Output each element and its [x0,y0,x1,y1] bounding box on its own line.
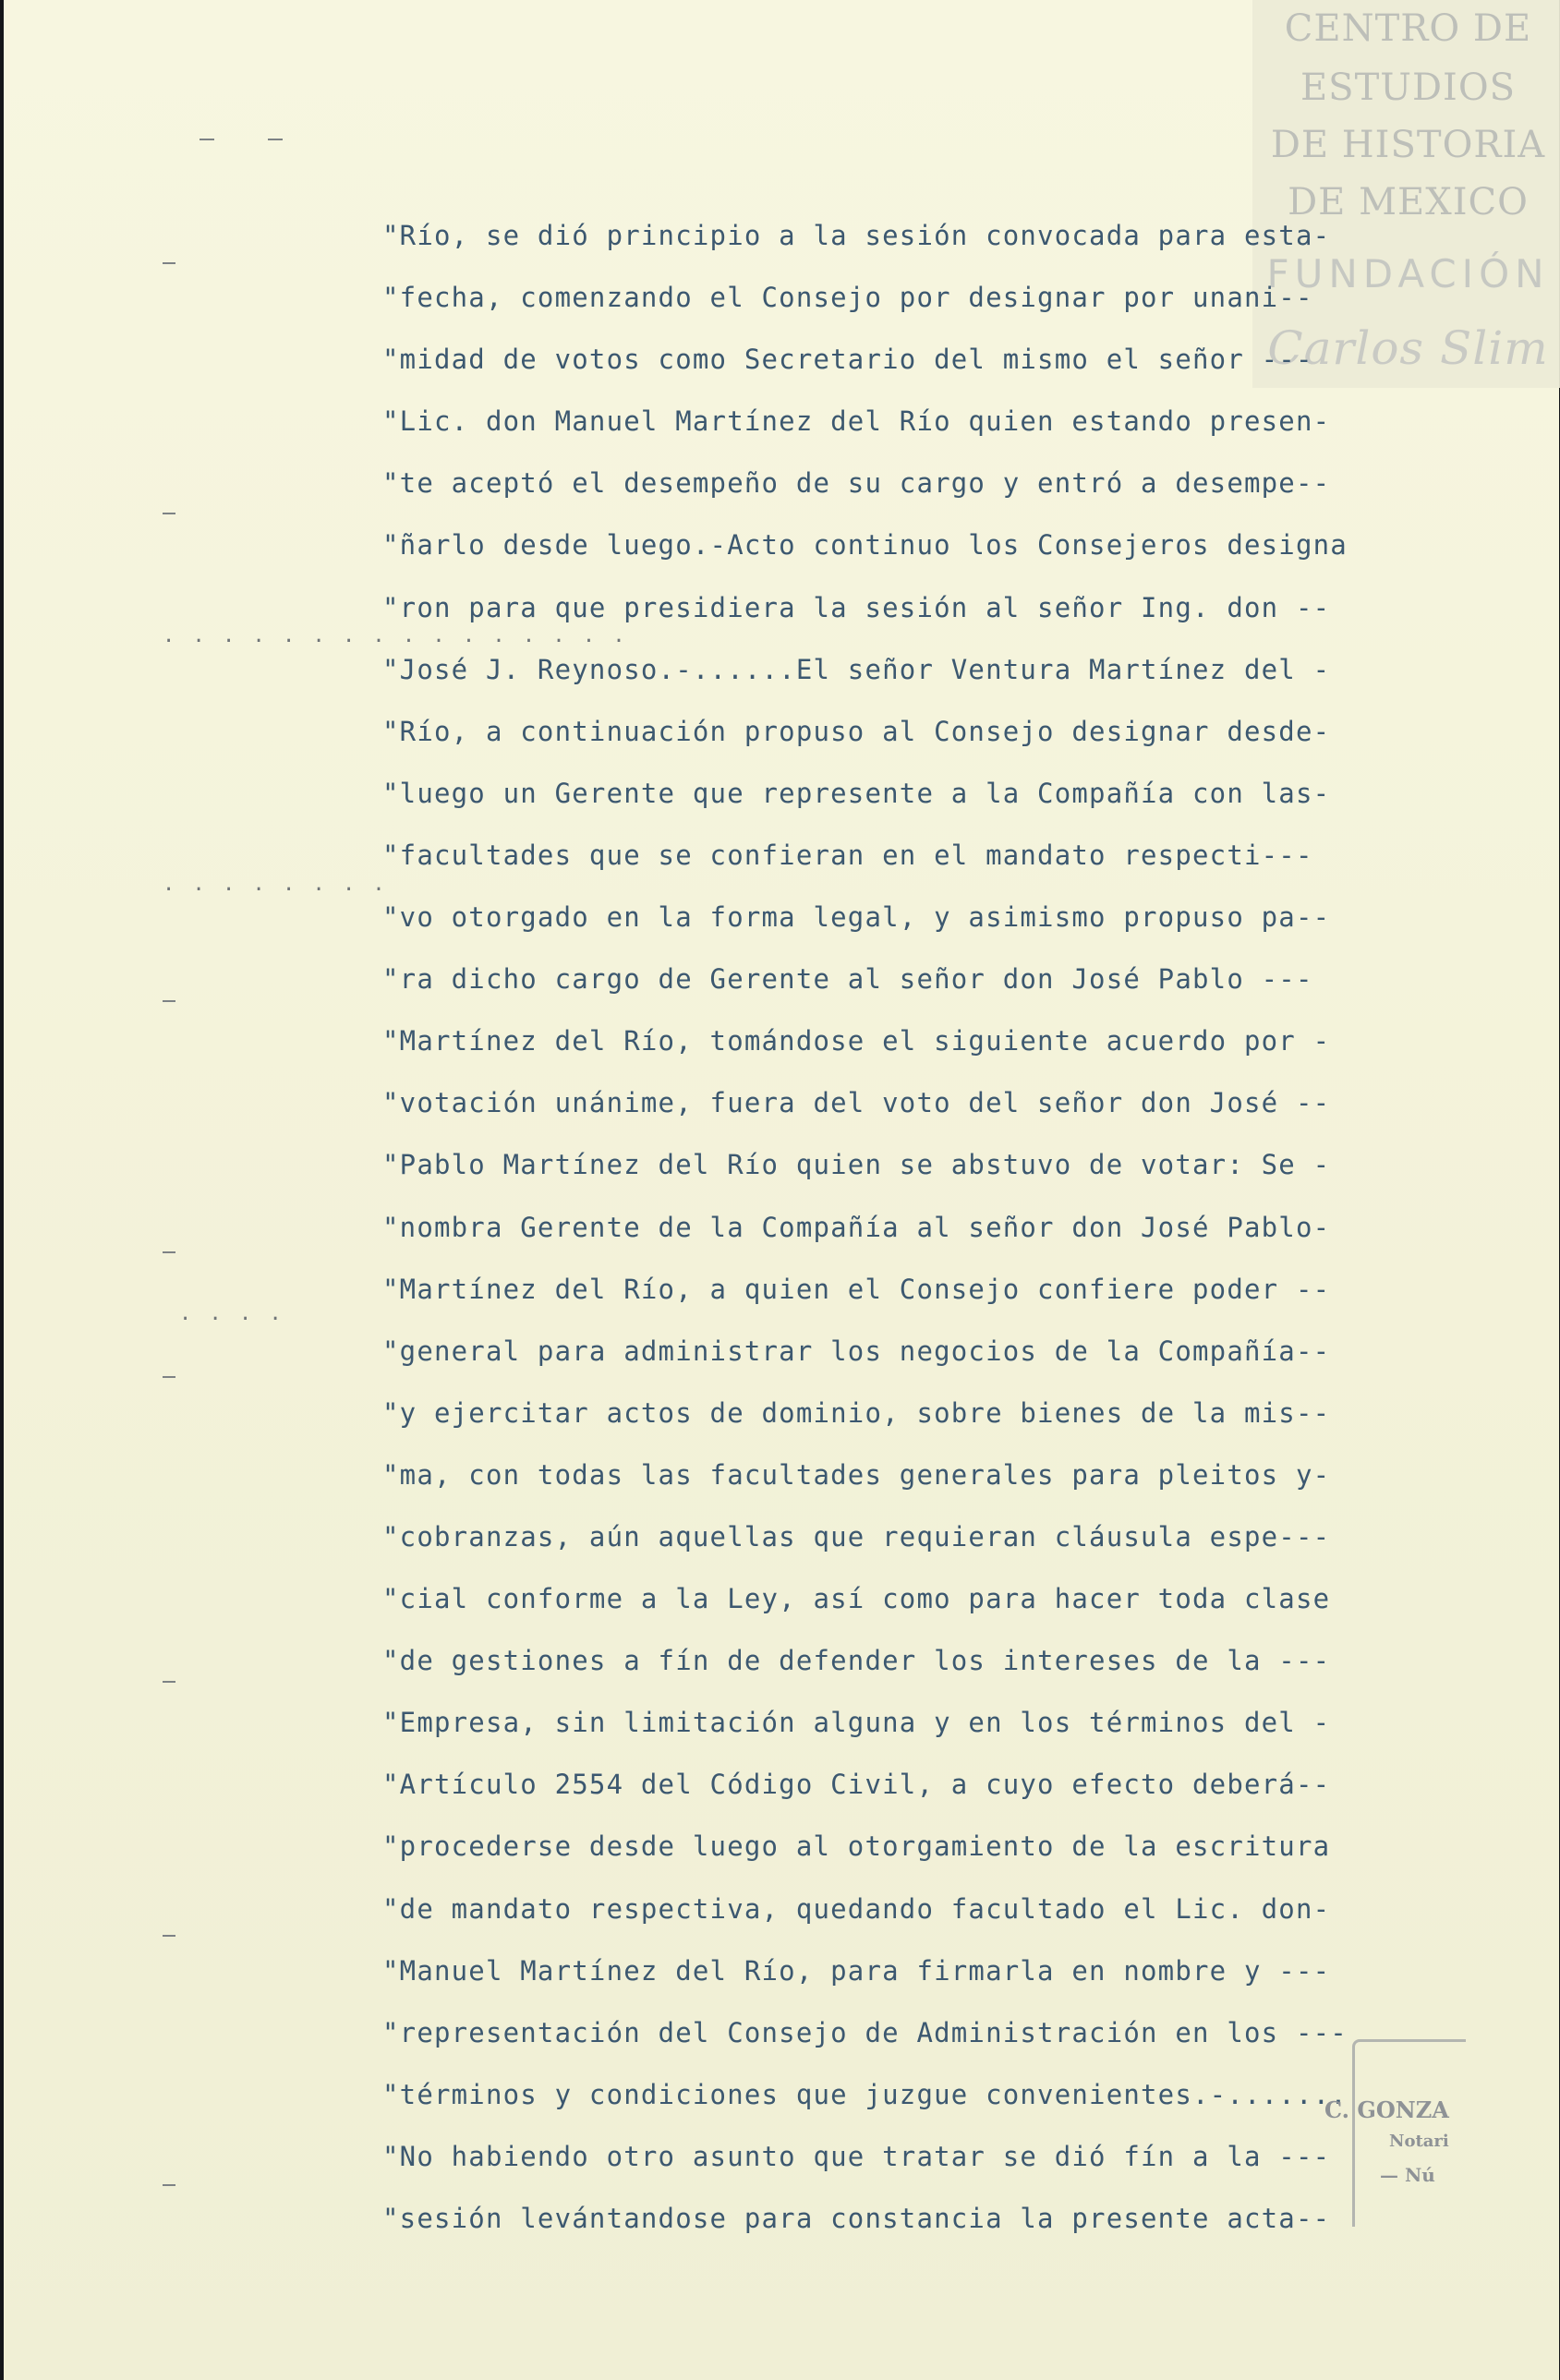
notary-stamp [1297,2030,1472,2252]
text-line: "cial conforme a la Ley, así como para hacer toda clase [382,1583,1331,1615]
watermark-signature: Carlos Slim [1267,321,1549,375]
text-line: "facultades que se confieran en el mandato respecti--- [382,839,1313,871]
text-line: "de gestiones a fín de defender los intereses de la --- [382,1645,1331,1677]
text-line: "procederse desde luego al otorgamiento de la escritura [382,1830,1331,1863]
watermark-line: CENTRO DE [1284,7,1532,50]
text-line: "ron para que presidiera la sesión al señor Ing. don -- [382,591,1331,623]
text-line: "vo otorgado en la forma legal, y asimismo propuso pa-- [382,901,1331,934]
text-line: "votación unánime, fuera del voto del señor don José -- [382,1087,1331,1119]
text-line: "nombra Gerente de la Compañía al señor don José Pablo- [382,1211,1331,1243]
margin-dots: . . . . . . . . [163,873,388,896]
document-page [4,0,1559,2380]
text-line: "ra dicho cargo de Gerente al señor don José Pablo --- [382,963,1313,996]
stamp-text: Notari [1389,2132,1449,2151]
watermark-line: DE MEXICO [1288,181,1529,224]
margin-tick [200,139,214,140]
text-line: "José J. Reynoso.-......El señor Ventura Martínez del - [382,653,1331,685]
text-line: "Empresa, sin limitación alguna y en los términos del - [382,1707,1331,1739]
text-line: "ma, con todas las facultades generales para pleitos y- [382,1458,1331,1491]
watermark-line: ESTUDIOS [1300,66,1517,109]
text-line: "ñarlo desde luego.-Acto continuo los Consejeros designa [382,529,1348,562]
text-line: "Manuel Martínez del Río, para firmarla en nombre y --- [382,1954,1331,1987]
text-line: "cobranzas, aún aquellas que requieran cláusula espe--- [382,1520,1331,1552]
margin-tick [163,1251,175,1253]
margin-dots: . . . . [179,1302,284,1325]
margin-tick [163,262,175,264]
typed-text [382,205,1426,2250]
margin-dots: . . . . . . . . . . . . . . . . [163,624,628,647]
text-line: "Artículo 2554 del Código Civil, a cuyo efecto deberá-- [382,1769,1331,1801]
text-line: "Río, a continuación propuso al Consejo designar desde- [382,715,1331,747]
text-line: "representación del Consejo de Administración en los --- [382,2016,1348,2048]
text-line: "Pablo Martínez del Río quien se abstuvo de votar: Se - [382,1149,1331,1181]
margin-tick [268,139,283,140]
watermark-line: FUNDACIÓN [1266,251,1550,296]
margin-tick [163,1000,175,1002]
margin-tick [163,1681,175,1683]
text-line: "Lic. don Manuel Martínez del Río quien estando presen- [382,405,1331,438]
text-line: "Martínez del Río, a quien el Consejo confiere poder -- [382,1273,1331,1305]
text-line: "general para administrar los negocios de la Compañía-- [382,1335,1331,1367]
text-line: "luego un Gerente que represente a la Compañía con las- [382,777,1331,809]
text-line: "midad de votos como Secretario del mismo el señor --- [382,344,1313,376]
text-line: "fecha, comenzando el Consejo por designar por unani-- [382,282,1313,314]
text-line: "de mandato respectiva, quedando facultado el Lic. don- [382,1892,1331,1925]
text-line: "No habiendo otro asunto que tratar se dió fín a la --- [382,2140,1331,2172]
text-line: "y ejercitar actos de dominio, sobre bienes de la mis-- [382,1396,1331,1429]
margin-tick [163,2184,175,2186]
text-line: "Martínez del Río, tomándose el siguiente acuerdo por - [382,1025,1331,1057]
text-line: "Río, se dió principio a la sesión convocada para esta- [382,220,1331,251]
stamp-text: C. GONZA [1324,2096,1449,2123]
watermark-line: DE HISTORIA [1270,124,1546,166]
text-line: "sesión levántandose para constancia la presente acta-- [382,2203,1331,2234]
margin-tick [163,513,175,514]
margin-tick [163,1376,175,1378]
margin-tick [163,1935,175,1937]
stamp-text: — Nú [1380,2164,1435,2186]
text-line: "te aceptó el desempeño de su cargo y entró a desempe-- [382,467,1331,500]
text-line: "términos y condiciones que juzgue convenientes.-....... [382,2078,1348,2110]
